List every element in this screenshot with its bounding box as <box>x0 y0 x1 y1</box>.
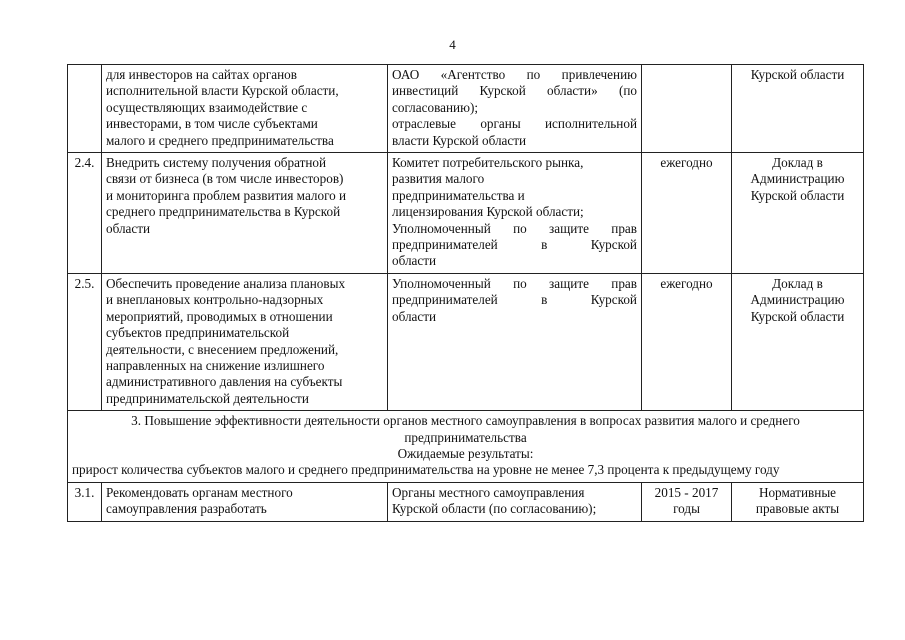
action-cell-line: и мониторинга проблем развития малого и <box>106 187 347 203</box>
executor-cell-line: предпринимательства и <box>392 187 525 203</box>
result-cell-line: Курской области <box>750 308 845 324</box>
result-cell-line: правовые акты <box>755 501 840 517</box>
executor-cell-line: развития малого <box>392 171 485 187</box>
executor-cell-line: Курской области (по согласованию); <box>392 501 597 517</box>
table-row <box>68 65 864 153</box>
executor-cell <box>388 482 642 521</box>
result-cell-line: Доклад в <box>772 275 823 291</box>
executor-cell-line: области <box>392 308 437 324</box>
result-cell-line: Курской области <box>750 187 845 203</box>
term-cell <box>642 153 732 274</box>
executor-cell-line: предпринимателей в Курской <box>392 237 637 253</box>
action-cell <box>102 153 388 274</box>
action-cell-line: Рекомендовать органам местного <box>106 484 293 500</box>
executor-cell-line: власти Курской области <box>392 132 527 148</box>
action-plan-table <box>67 64 864 522</box>
executor-cell <box>388 273 642 410</box>
action-cell-line: осуществляющих взаимодействие с <box>106 99 308 115</box>
executor-cell <box>388 153 642 274</box>
section-title: 3. Повышение эффективности деятельности органов местного самоуправления в вопросах развития малого и среднего предпринимательства <box>131 413 800 445</box>
table-row <box>68 482 864 521</box>
section-cell <box>68 411 864 483</box>
action-cell <box>102 65 388 153</box>
executor-cell-line: инвестиций Курской области» (по <box>392 83 637 99</box>
action-cell-line: исполнительной власти Курской области, <box>106 83 339 99</box>
action-cell-line: и внеплановых контрольно-надзорных <box>106 292 324 308</box>
term-cell <box>642 273 732 410</box>
action-cell-line: малого и среднего предпринимательства <box>106 132 334 148</box>
executor-cell <box>388 65 642 153</box>
result-cell <box>732 482 864 521</box>
executor-cell-line: Уполномоченный по защите прав <box>392 220 637 236</box>
action-cell-line: для инвесторов на сайтах органов <box>106 67 297 82</box>
action-cell-line: административного давления на субъекты <box>106 374 343 390</box>
action-cell-line: предпринимательской деятельности <box>106 390 309 406</box>
action-cell-line: мероприятий, проводимых в отношении <box>106 308 333 324</box>
row-number: 2.5. <box>68 273 102 410</box>
result-cell <box>732 65 864 153</box>
term-cell-line: ежегодно <box>660 155 713 171</box>
section-header-row <box>68 411 864 483</box>
term-cell-line: годы <box>673 501 700 517</box>
action-cell-line: направленных на снижение излишнего <box>106 357 325 373</box>
action-cell-line: инвесторами, в том числе субъектами <box>106 116 318 132</box>
expected-results-text: прирост количества субъектов малого и среднего предпринимательства на уровне не менее 7,3 процента к предыдущему году <box>72 462 780 478</box>
executor-cell-line: области <box>392 253 437 269</box>
action-cell-line: Внедрить систему получения обратной <box>106 155 327 171</box>
executor-cell-line: отраслевые органы исполнительной <box>392 116 637 132</box>
executor-cell-line: предпринимателей в Курской <box>392 292 637 308</box>
result-cell-line: Администрацию <box>750 171 845 187</box>
action-cell-line: Обеспечить проведение анализа плановых <box>106 275 346 291</box>
term-cell-line: ежегодно <box>660 275 713 291</box>
executor-cell-line: ОАО «Агентство по привлечению <box>392 67 637 82</box>
result-cell-line: Курской области <box>750 67 845 82</box>
result-cell <box>732 153 864 274</box>
executor-cell-line: лицензирования Курской области; <box>392 204 584 220</box>
result-cell <box>732 273 864 410</box>
row-number: 3.1. <box>68 482 102 521</box>
executor-cell-line: Органы местного самоуправления <box>392 484 585 500</box>
row-number <box>68 65 102 153</box>
term-cell-line: 2015 - 2017 <box>654 484 719 500</box>
result-cell-line: Доклад в <box>772 155 823 171</box>
action-cell-line: области <box>106 220 151 236</box>
executor-cell-line: Комитет потребительского рынка, <box>392 155 584 171</box>
action-cell-line: самоуправления разработать <box>106 501 267 517</box>
action-cell-line: связи от бизнеса (в том числе инвесторов) <box>106 171 344 187</box>
action-cell-line: среднего предпринимательства в Курской <box>106 204 341 220</box>
executor-cell-line: согласованию); <box>392 99 478 115</box>
action-cell-line: деятельности, с внесением предложений, <box>106 341 339 357</box>
action-cell <box>102 273 388 410</box>
executor-cell-line: Уполномоченный по защите прав <box>392 275 637 291</box>
page-number: 4 <box>449 37 456 52</box>
table-row <box>68 153 864 274</box>
expected-results-label: Ожидаемые результаты: <box>397 445 534 461</box>
row-number: 2.4. <box>68 153 102 274</box>
term-cell <box>642 65 732 153</box>
table-row <box>68 273 864 410</box>
term-cell <box>642 482 732 521</box>
action-cell-line: субъектов предпринимательской <box>106 325 290 341</box>
action-cell <box>102 482 388 521</box>
result-cell-line: Нормативные <box>758 484 837 500</box>
result-cell-line: Администрацию <box>750 292 845 308</box>
